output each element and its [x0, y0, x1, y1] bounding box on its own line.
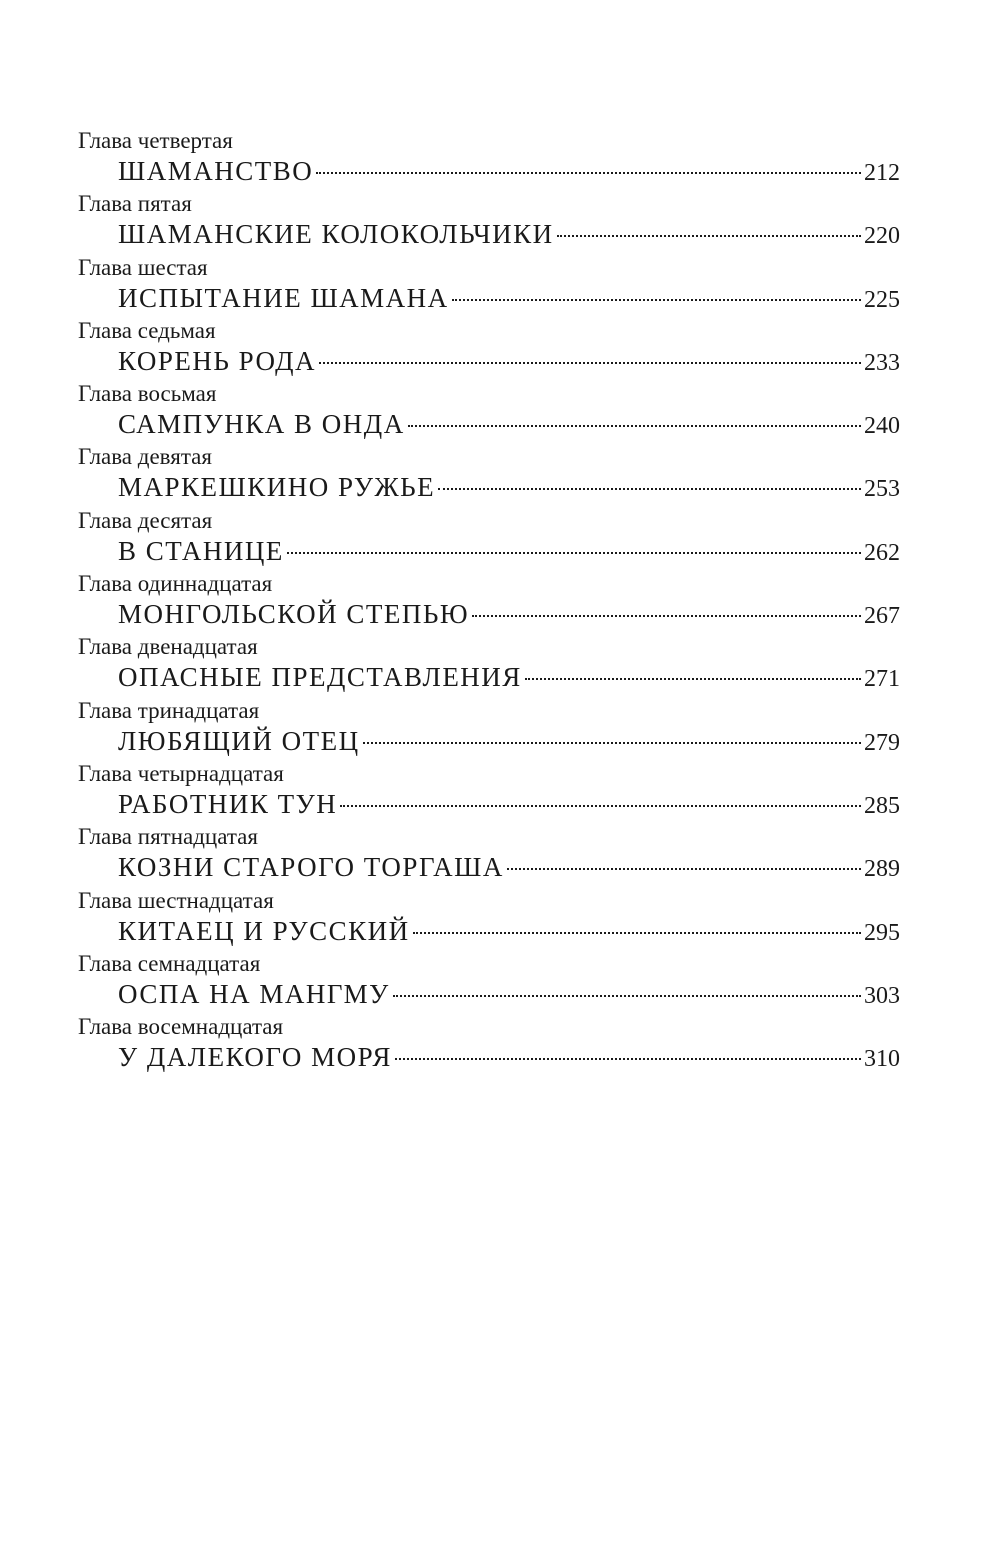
chapter-title: ШАМАНСТВО	[118, 156, 314, 186]
chapter-title: ИСПЫТАНИЕ ШАМАНА	[118, 282, 449, 313]
toc-entry	[78, 571, 900, 634]
toc-line	[118, 343, 900, 379]
dot-leader	[363, 740, 861, 744]
chapter-title: ЛЮБЯЩИЙ ОТЕЦ	[118, 725, 360, 756]
toc-entry	[78, 888, 900, 951]
chapter-title: САМПУНКА В ОНДА	[118, 409, 405, 440]
chapter-title: ОПАСНЫЕ ПРЕДСТАВЛЕНИЯ	[118, 662, 522, 693]
toc-line	[118, 280, 900, 316]
chapter-label: Глава восьмая	[78, 381, 217, 407]
toc-line	[118, 976, 900, 1012]
toc-entry	[78, 444, 900, 507]
chapter-title: У ДАЛЕКОГО МОРЯ	[118, 1042, 392, 1073]
page-number: 285	[864, 792, 900, 819]
toc-entry	[78, 508, 900, 571]
toc-entry	[78, 761, 900, 824]
page-number: 225	[864, 286, 900, 313]
toc-line	[118, 723, 900, 759]
dot-leader	[395, 1056, 861, 1060]
page-number: 262	[864, 539, 900, 566]
toc-line	[118, 406, 900, 442]
dot-leader	[393, 993, 861, 997]
toc-line	[118, 849, 900, 885]
dot-leader	[472, 613, 861, 617]
dot-leader	[557, 233, 861, 237]
dot-leader	[413, 930, 861, 934]
toc-line	[118, 216, 900, 252]
page-number: 212	[864, 160, 900, 186]
dot-leader	[438, 486, 861, 490]
toc-line	[118, 1039, 900, 1075]
chapter-title: КОЗНИ СТАРОГО ТОРГАША	[118, 852, 504, 883]
chapter-label: Глава семнадцатая	[78, 950, 261, 976]
chapter-label: Глава тринадцатая	[78, 697, 260, 723]
chapter-label: Глава девятая	[78, 444, 212, 470]
chapter-label: Глава восемнадцатая	[78, 1014, 284, 1040]
chapter-label: Глава шестая	[78, 254, 208, 280]
chapter-label: Глава двенадцатая	[78, 634, 258, 660]
page-number: 303	[864, 982, 900, 1009]
table-of-contents	[78, 128, 900, 1077]
toc-entry	[78, 951, 900, 1014]
toc-entry	[78, 128, 900, 191]
chapter-title: КОРЕНЬ РОДА	[118, 345, 317, 376]
page-number: 289	[864, 856, 900, 883]
chapter-title: РАБОТНИК ТУН	[118, 788, 338, 819]
toc-line	[118, 786, 900, 822]
toc-entry	[78, 318, 900, 381]
toc-entry	[78, 381, 900, 444]
toc-line	[118, 659, 900, 695]
page-number: 295	[864, 919, 900, 946]
chapter-title: МАРКЕШКИНО РУЖЬЕ	[118, 472, 436, 503]
toc-entry	[78, 255, 900, 318]
dot-leader	[525, 676, 861, 680]
page-number: 240	[864, 413, 900, 440]
dot-leader	[316, 170, 861, 174]
dot-leader	[507, 866, 861, 870]
page-number: 271	[864, 666, 900, 693]
chapter-title: В СТАНИЦЕ	[118, 535, 284, 566]
dot-leader	[340, 803, 861, 807]
chapter-label: Глава четырнадцатая	[78, 760, 284, 786]
toc-entry	[78, 824, 900, 887]
dot-leader	[287, 550, 861, 554]
dot-leader	[408, 423, 861, 427]
dot-leader	[319, 360, 861, 364]
chapter-label: Глава пятая	[78, 191, 192, 217]
page-number: 233	[864, 349, 900, 376]
chapter-title: ШАМАНСКИЕ КОЛОКОЛЬЧИКИ	[118, 219, 554, 250]
chapter-label: Глава шестнадцатая	[78, 887, 274, 913]
chapter-title: МОНГОЛЬСКОЙ СТЕПЬЮ	[118, 599, 470, 630]
toc-line	[118, 596, 900, 632]
chapter-label: Глава четвертая	[78, 128, 233, 153]
page-number: 253	[864, 476, 900, 503]
chapter-title: КИТАЕЦ И РУССКИЙ	[118, 915, 410, 946]
chapter-label: Глава пятнадцатая	[78, 824, 258, 850]
page-number: 267	[864, 603, 900, 630]
toc-entry	[78, 634, 900, 697]
toc-line	[118, 153, 900, 189]
chapter-label: Глава седьмая	[78, 317, 216, 343]
toc-line	[118, 533, 900, 569]
page-number: 310	[864, 1046, 900, 1073]
toc-entry	[78, 191, 900, 254]
dot-leader	[452, 297, 861, 301]
chapter-title: ОСПА НА МАНГМУ	[118, 978, 390, 1009]
toc-line	[118, 913, 900, 949]
chapter-label: Глава десятая	[78, 507, 213, 533]
page-number: 220	[864, 223, 900, 250]
page-number: 279	[864, 729, 900, 756]
toc-entry	[78, 698, 900, 761]
toc-line	[118, 469, 900, 505]
toc-entry	[78, 1014, 900, 1077]
chapter-label: Глава одиннадцатая	[78, 571, 273, 597]
